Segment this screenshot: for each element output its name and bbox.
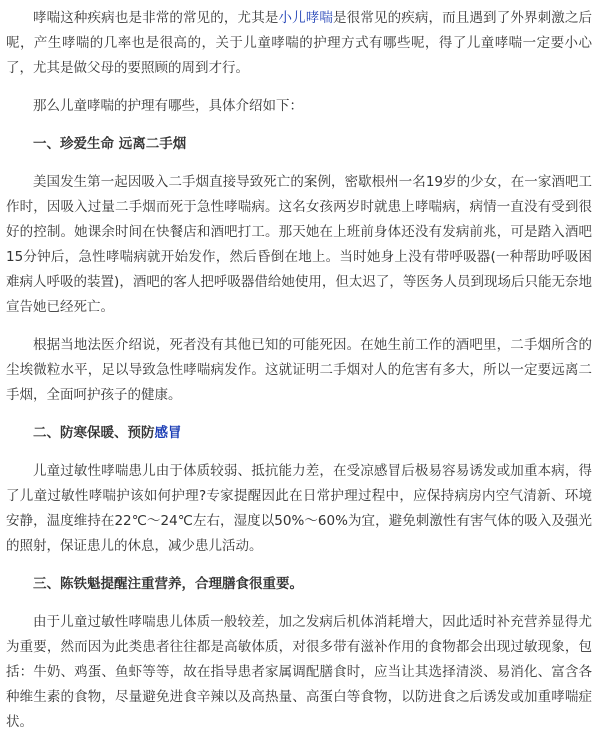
cold-link[interactable]: 感冒 xyxy=(154,425,182,441)
paragraph-gap xyxy=(6,597,592,610)
paragraph-gap xyxy=(6,320,592,333)
paragraph-gap xyxy=(6,446,592,459)
paragraph-gap xyxy=(6,559,592,572)
section-heading-nutrition: 三、陈铁魁提醒注重营养，合理膳食很重要。 xyxy=(33,576,303,592)
paragraph-gap xyxy=(6,81,592,94)
intro-text-after-link: 是很常见的疾病，而且遇到了外界刺激之后呢，产生哮喘的几率也是很高的，关于儿童哮喘的护理方式有哪些呢，得了儿童哮喘一定要小心了，尤其是做父母的要照顾的周到才行。 xyxy=(6,10,593,76)
intro-text-before-link: 哮喘这种疾病也是非常的常见的，尤其是 xyxy=(33,10,279,26)
paragraph-gap xyxy=(6,119,592,132)
care-advice-paragraph: 儿童过敏性哮喘患儿由于体质较弱、抵抗能力差，在受凉感冒后极易容易诱发或加重本病，得了儿童过敏性哮喘护该如何护理?专家提醒因此在日常护理过程中，应保持病房内空气清新、环境安静，温度维持在22℃～24℃左右，湿度以50%～60%为宜，避免刺激性有害气体的吸入及强光的照射，保证患儿的休息，减少患儿活动。 xyxy=(6,463,592,554)
coroner-paragraph: 根据当地法医介绍说，死者没有其他已知的可能死因。在她生前工作的酒吧里，二手烟所含的尘埃微粒水平，足以导致急性哮喘病发作。这就证明二手烟对人的危害有多大，所以一定要远离二手烟，全面呵护孩子的健康。 xyxy=(6,337,592,403)
overview-paragraph: 那么儿童哮喘的护理有哪些，具体介绍如下： xyxy=(33,98,303,114)
section-heading-secondhand-smoke: 一、珍爱生命 远离二手烟 xyxy=(33,136,187,152)
paragraph-gap xyxy=(6,157,592,170)
case-story-paragraph: 美国发生第一起因吸入二手烟直接导致死亡的案例，密歇根州一名19岁的少女，在一家酒吧工作时，因吸入过量二手烟而死于急性哮喘病。这名女孩两岁时就患上哮喘病，病情一直没有受到很好的控制。她课余时间在快餐店和酒吧打工。那天她在上班前身体还没有发病前兆，可是踏入酒吧15分钟后，急性哮喘病就开始发作，然后昏倒在地上。当时她身上没有带呼吸器(一种帮助呼吸困难病人呼吸的装置)，酒吧的客人把呼吸器借给她使用，但太迟了，等医务人员到现场后只能无奈地宣告她已经死亡。 xyxy=(6,174,592,315)
section-heading-prevent-cold xyxy=(6,421,592,446)
paragraph-gap xyxy=(6,408,592,421)
intro-paragraph xyxy=(6,6,592,81)
pediatric-asthma-link[interactable]: 小儿哮喘 xyxy=(278,10,334,26)
heading-text-before-link: 二、防寒保暖、预防 xyxy=(33,425,155,441)
nutrition-paragraph: 由于儿童过敏性哮喘患儿体质一般较差，加之发病后机体消耗增大，因此适时补充营养显得尤为重要，然而因为此类患者往往都是高敏体质，对很多带有滋补作用的食物都会出现过敏现象，包括：牛奶、鸡蛋、鱼虾等等，故在指导患者家属调配膳食时，应当让其选择清淡、易消化、富含各种维生素的食物，尽量避免进食辛辣以及高热量、高蛋白等食物，以防进食之后诱发或加重哮喘症状。 xyxy=(6,614,592,730)
